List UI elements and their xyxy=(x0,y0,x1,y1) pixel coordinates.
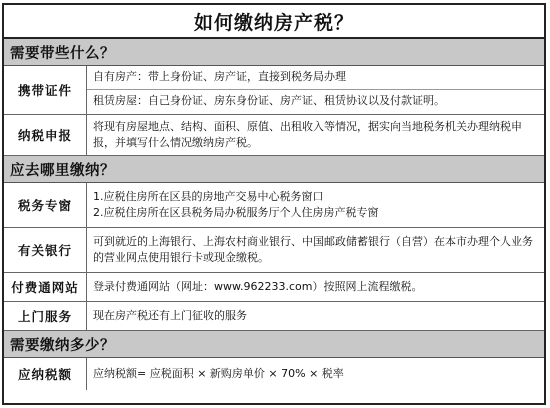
row-content-documents xyxy=(87,66,544,114)
section-heading-where-to-pay: 应去哪里缴纳？ xyxy=(4,156,544,183)
tax-info-table xyxy=(2,3,546,405)
row-content-home-service: 现在房产税还有上门征收的服务 xyxy=(93,309,247,322)
row-label-tax-amount: 应纳税额 xyxy=(4,358,87,390)
tax-window-item-1: 1.应税住房所在区县的房地产交易中心税务窗口 xyxy=(93,190,324,203)
row-website xyxy=(4,273,544,302)
row-content-banks: 可到就近的上海银行、上海农村商业银行、中国邮政储蓄银行（自营）在本市办理个人业务的营业网点使用银行卡或现金缴税。 xyxy=(93,235,533,264)
tax-window-item-2: 2.应税住房所在区县税务局办税服务厅个人住房房产税专窗 xyxy=(93,206,379,219)
row-label-website: 付费通网站 xyxy=(4,273,87,301)
row-content-tax-window xyxy=(87,183,544,227)
row-label-documents: 携带证件 xyxy=(4,66,87,114)
row-content-website: 登录付费通网站（网址：www.962233.com）按照网上流程缴税。 xyxy=(93,280,423,293)
page-title: 如何缴纳房产税？ xyxy=(4,5,544,39)
row-label-banks: 有关银行 xyxy=(4,228,87,272)
row-label-tax-window: 税务专窗 xyxy=(4,183,87,227)
section-heading-what-to-bring: 需要带些什么？ xyxy=(4,39,544,66)
row-label-home-service: 上门服务 xyxy=(4,302,87,330)
row-tax-amount xyxy=(4,358,544,390)
documents-owned-property: 自有房产：带上身份证、房产证，直接到税务局办理 xyxy=(87,66,544,90)
row-tax-window xyxy=(4,183,544,228)
row-banks xyxy=(4,228,544,273)
documents-rented-property: 租赁房屋：自己身份证、房东身份证、房产证、租赁协议以及付款证明。 xyxy=(93,94,445,107)
row-content-tax-declaration: 将现有房屋地点、结构、面积、原值、出租收入等情况，据实向当地税务机关办理纳税申报，并填写什么情况缴纳房产税。 xyxy=(93,120,522,149)
row-documents xyxy=(4,66,544,115)
row-tax-declaration xyxy=(4,115,544,156)
row-label-tax-declaration: 纳税申报 xyxy=(4,115,87,155)
row-content-tax-formula: 应纳税额= 应税面积 × 新购房单价 × 70% × 税率 xyxy=(93,367,344,380)
row-home-service xyxy=(4,302,544,331)
section-heading-how-much: 需要缴纳多少？ xyxy=(4,331,544,358)
